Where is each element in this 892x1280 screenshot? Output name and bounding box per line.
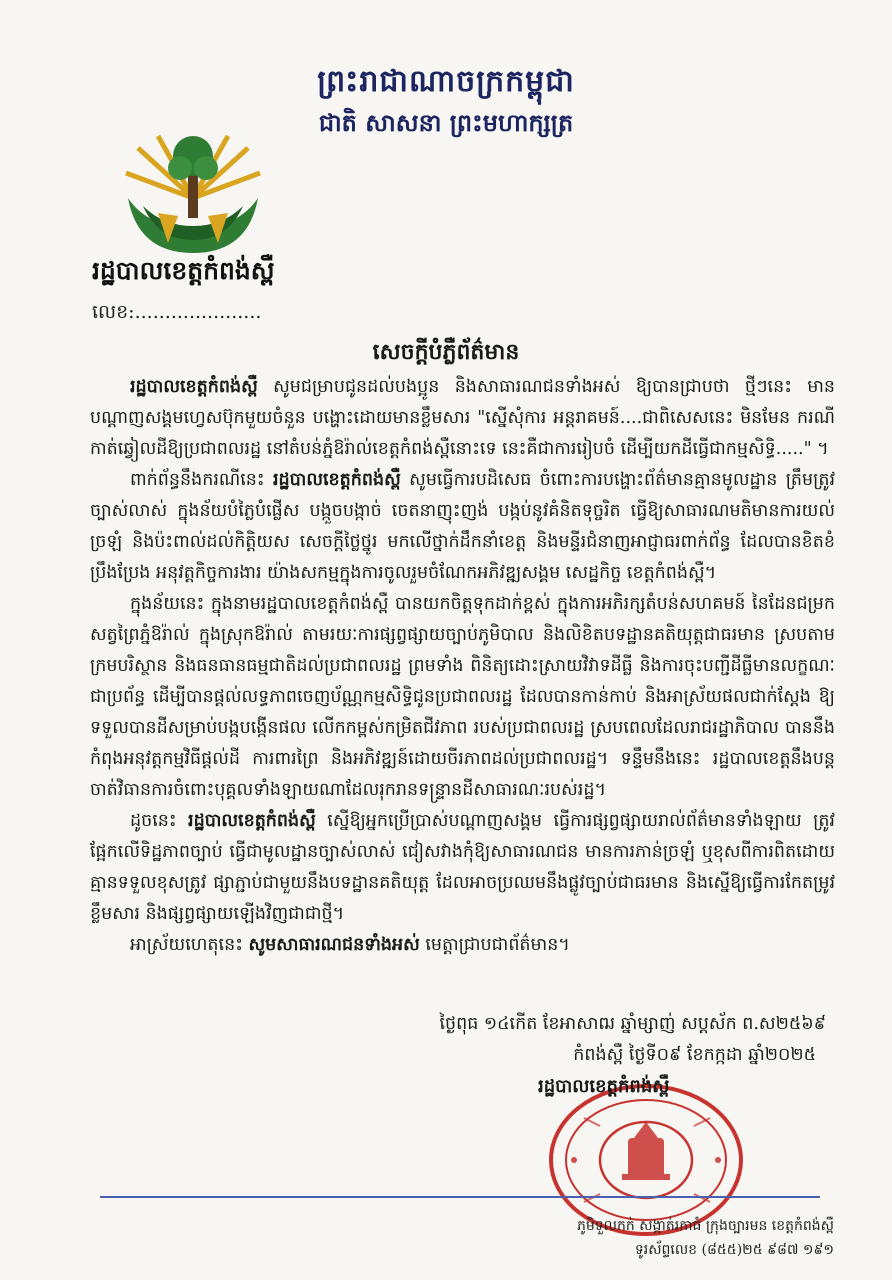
paragraph-5-pre: អាស្រ័យហេតុនេះ <box>130 935 249 955</box>
paragraph-2-text: សូមធ្វើការបដិសេធ ចំពោះការបង្ហោះព័ត៌មានគ្មានមូលដ្ឋាន ត្រឹមត្រូវច្បាស់លាស់ ក្នុងន័យបំភ្លៃបំផ្លើស បង្កួចបង្កាច់ ចេតនាញុះញង់ បង្កប់នូវគំនិតទុច្ចរិត ធ្វើឱ្យសាធារណមតិមានការយល់ច្រឡំ និងប៉ះពាល់ដល់កិត្តិយស សេចក្តីថ្លៃថ្នូរ មកលើថ្នាក់ដឹកនាំខេត្ត និងមន្ទីរជំនាញអាជ្ញាធរពាក់ព័ន្ធ ដែលបានខិតខំប្រឹងប្រែង អនុវត្តកិច្ចការងារ យ៉ាងសកម្មក្នុងការចូលរួមចំណែកអភិវឌ្ឍសង្គម សេដ្ឋកិច្ច ខេត្តកំពង់ស្ពឺ។ <box>90 470 836 583</box>
paragraph-4 <box>90 806 835 930</box>
paragraph-5-text: មេត្តាជ្រាបជាព័ត៌មាន។ <box>419 935 570 955</box>
paragraph-2-pre: ពាក់ព័ន្ធនឹងករណីនេះ <box>130 470 273 490</box>
paragraph-2 <box>90 465 835 589</box>
paragraph-5 <box>90 930 835 961</box>
official-seal-icon <box>544 1078 749 1238</box>
paragraph-4-lead: រដ្ឋបាលខេត្តកំពង់ស្ពឺ <box>188 811 316 831</box>
kingdom-motto-line1: ព្រះរាជាណាចក្រកម្ពុជា <box>317 64 575 99</box>
footer-divider <box>100 1196 820 1198</box>
paragraph-1-text: សូមជម្រាបជូនដល់បងប្អូន និងសាធារណជនទាំងអស់ ឱ្យបានជ្រាបថា ថ្មីៗនេះ មានបណ្ដាញសង្គមហ្វេសប៊ុកមួយចំនួន បង្ហោះដោយមានខ្លឹមសារ "ស្នើសុំការ អន្តរាគមន៍....ជាពិសេសនេះ មិនមែន ករណីកាត់ឆ្វៀលដីឱ្យប្រជាពលរដ្ឋ នៅតំបន់ភ្នំឱរ៉ាល់ខេត្តកំពង់ស្ពឺនោះទេ នេះគឺជាការរៀបចំ ដើម្បីយកដីធ្វើជាកម្មសិទ្ធិ....." ។ <box>90 377 835 459</box>
solar-date: កំពង់ស្ពឺ ថ្ងៃទី០៩ ខែកក្កដា ឆ្នាំ២០២៥ <box>573 1045 816 1065</box>
paragraph-2-lead: រដ្ឋបាលខេត្តកំពង់ស្ពឺ <box>273 470 401 490</box>
footer-phone: ទូរស័ព្ទលេខ (៨៥៥)២៥ ៩៨៧ ១៩១ <box>634 1242 834 1258</box>
lunar-date: ថ្ងៃពុធ ១៤កើត ខែអាសាឍ ឆ្នាំម្សាញ់ សប្តស័ក ព.ស២៥៦៩ <box>439 1014 826 1034</box>
paragraph-4-pre: ដូចនេះ <box>130 811 189 831</box>
provincial-emblem-icon <box>118 128 268 258</box>
reference-number: លេខ:..................... <box>92 301 262 323</box>
document-title: សេចក្តីបំភ្លឺព័ត៌មាន <box>372 339 520 365</box>
document-body <box>90 372 835 961</box>
issuing-authority: រដ្ឋបាលខេត្តកំពង់ស្ពឺ <box>92 256 275 285</box>
paragraph-4-text: ស្នើឱ្យអ្នកប្រើប្រាស់បណ្តាញសង្គម ធ្វើការផ្សព្វផ្សាយរាល់ព័ត៌មានទាំងឡាយ ត្រូវផ្អែកលើទិដ្ឋភាពច្បាប់ ធ្វើជាមូលដ្ឋានច្បាស់លាស់ ជៀសវាងកុំឱ្យសាធារណជន មានការភាន់ច្រឡំ ឬខុសពីការពិតដោយគ្មានទទួលខុសត្រូវ ផ្សាភ្ជាប់ជាមួយនឹងបទដ្ឋានគតិយុត្ត ដែលអាចប្រឈមនឹងផ្លូវច្បាប់ជាធរមាន និងស្នើឱ្យធ្វើការកែតម្រូវខ្លឹមសារ និងផ្សព្វផ្សាយឡើងវិញជាជាថ្មី។ <box>90 811 835 924</box>
paragraph-1-lead: រដ្ឋបាលខេត្តកំពង់ស្ពឺ <box>130 377 258 397</box>
paragraph-5-lead: សូមសាធារណជនទាំងអស់ <box>248 935 420 955</box>
signing-authority: រដ្ឋបាលខេត្តកំពង់ស្ពឺ <box>538 1076 670 1097</box>
paragraph-1 <box>90 372 835 465</box>
footer-address: ភូមិទួលកក់ សង្កាត់រកាធំ ក្រុងច្បារមន ខេត្តកំពង់ស្ពឺ <box>577 1218 834 1234</box>
paragraph-3: ក្នុងន័យនេះ ក្នុងនាមរដ្ឋបាលខេត្តកំពង់ស្ពឺ បានយកចិត្តទុកដាក់ខ្ពស់ ក្នុងការអភិរក្សតំបន់សហគមន៍ នៃដែនជម្រកសត្វព្រៃភ្នំឱរ៉ាល់ ក្នុងស្រុកឱរ៉ាល់ តាមរយៈការផ្សព្វផ្សាយច្បាប់ភូមិបាល និងលិខិតបទដ្ឋានគតិយុត្តជាធរមាន ស្របតាមក្រមបរិស្ថាន និងធនធានធម្មជាតិដល់ប្រជាពលរដ្ឋ ព្រមទាំង ពិនិត្យដោះស្រាយវិវាទដីធ្លី និងការចុះបញ្ជីដីធ្លីមានលក្ខណៈជាប្រព័ន្ធ ដើម្បីបានផ្តល់លទ្ធភាពចេញប័ណ្ណកម្មសិទ្ធិជូនប្រជាពលរដ្ឋ ដែលបានកាន់កាប់ និងអាស្រ័យផលជាក់ស្តែង ឱ្យទទួលបានដីសម្រាប់បង្កបង្កើនផល លើកកម្ពស់កម្រិតជីវភាព របស់ប្រជាពលរដ្ឋ ស្របពេលដែលរាជរដ្ឋាភិបាល បាននឹងកំពុងអនុវត្តកម្មវិធីផ្តល់ដី ការពារព្រៃ និងអភិវឌ្ឍន៍ដោយចីរភាពដល់ប្រជាពលរដ្ឋ។ ទន្ទឹមនឹងនេះ រដ្ឋបាលខេត្តនឹងបន្តចាត់វិធានការចំពោះបុគ្គលទាំងឡាយណាដែលរុករានទន្ទ្រានដីសាធារណៈរបស់រដ្ឋ។ <box>90 594 835 800</box>
kingdom-motto-line2: ជាតិ សាសនា ព្រះមហាក្សត្រ <box>318 108 574 137</box>
